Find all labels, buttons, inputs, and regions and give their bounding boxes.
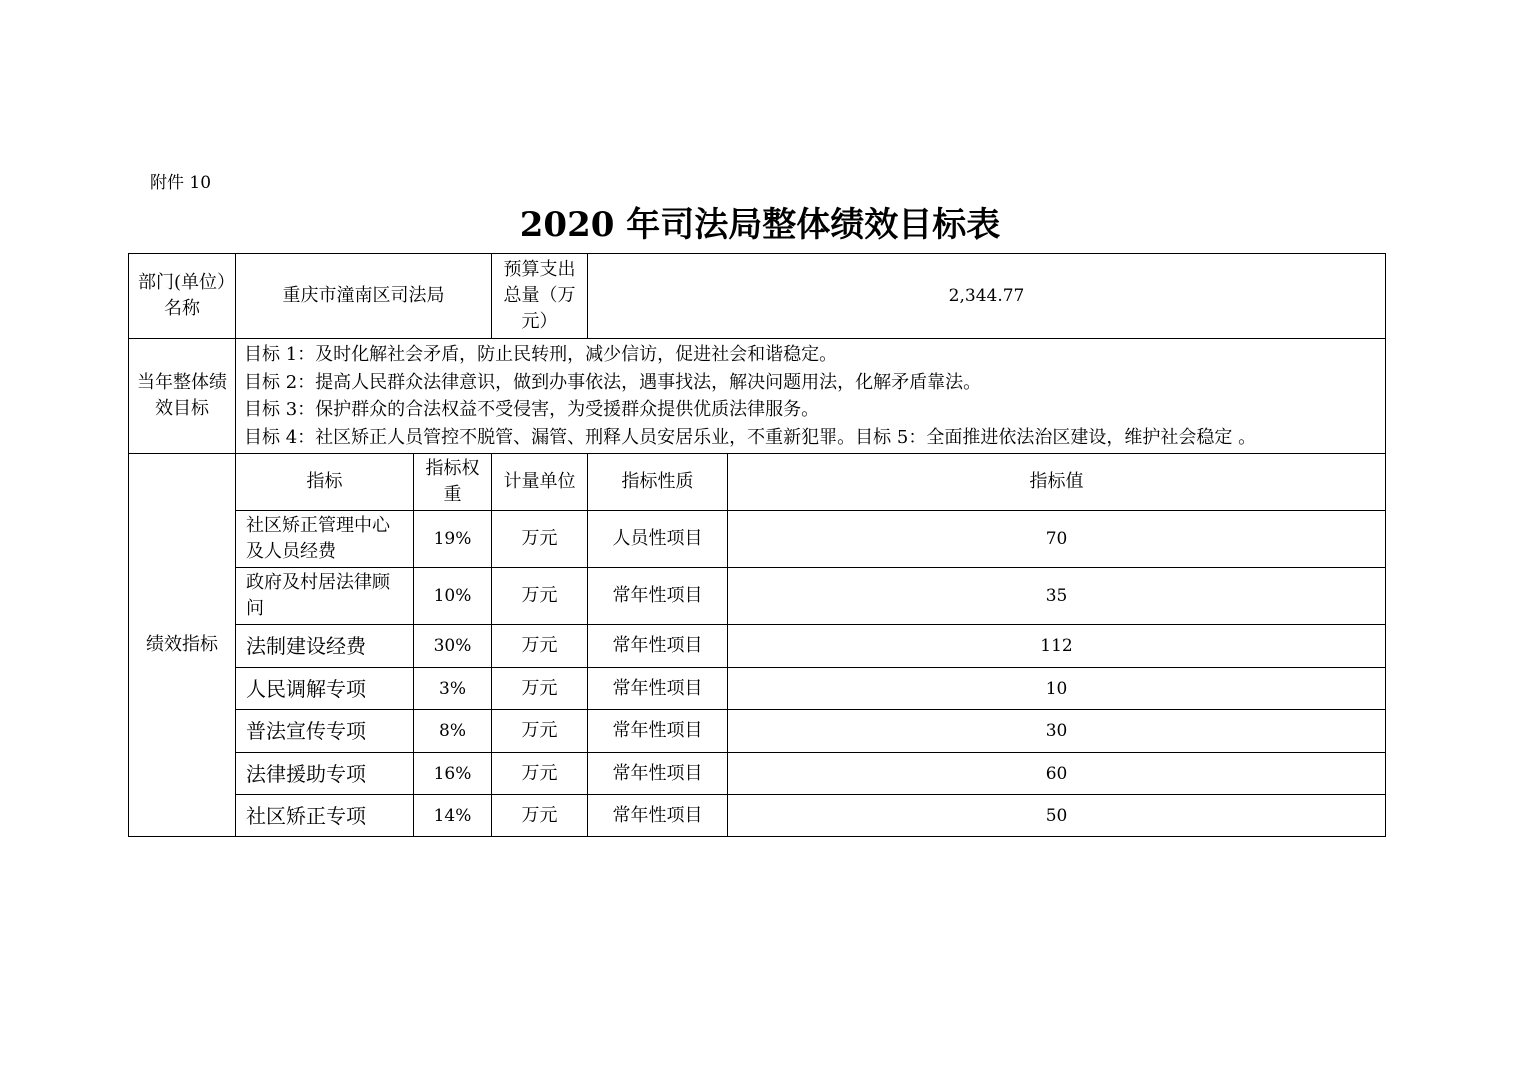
indicator-unit: 万元 [492, 568, 588, 625]
indicator-nature: 常年性项目 [588, 710, 728, 753]
indicator-unit: 万元 [492, 668, 588, 710]
col-header-value: 指标值 [728, 454, 1386, 511]
indicator-value: 112 [728, 625, 1386, 668]
indicator-name: 社区矫正管理中心及人员经费 [236, 511, 414, 568]
indicator-value: 50 [728, 795, 1386, 837]
dept-label: 部门(单位）名称 [129, 254, 236, 339]
budget-label: 预算支出总量（万元） [492, 254, 588, 339]
indicator-weight: 8% [414, 710, 492, 753]
page-title: 2020 年司法局整体绩效目标表 [519, 205, 1001, 245]
indicator-weight: 30% [414, 625, 492, 668]
goal-line: 目标 2：提高人民群众法律意识，做到办事依法，遇事找法，解决问题用法，化解矛盾靠法。 [244, 371, 982, 393]
goal-line: 目标 3：保护群众的合法权益不受侵害，为受援群众提供优质法律服务。 [244, 399, 820, 420]
indicator-weight: 3% [414, 668, 492, 710]
performance-table [128, 253, 1386, 837]
indicator-unit: 万元 [492, 753, 588, 795]
indicator-name: 法制建设经费 [236, 625, 414, 668]
indicator-header-row [129, 454, 1386, 511]
indicator-unit: 万元 [492, 710, 588, 753]
indicator-nature: 常年性项目 [588, 753, 728, 795]
indicator-nature: 人员性项目 [588, 511, 728, 568]
indicator-name: 人民调解专项 [236, 668, 414, 710]
indicator-unit: 万元 [492, 511, 588, 568]
table-row [129, 795, 1386, 837]
table-row [129, 568, 1386, 625]
indicator-weight: 16% [414, 753, 492, 795]
dept-value: 重庆市潼南区司法局 [236, 254, 492, 339]
indicator-value: 35 [728, 568, 1386, 625]
table-row [129, 511, 1386, 568]
table-row [129, 625, 1386, 668]
indicator-name: 政府及村居法律顾问 [236, 568, 414, 625]
indicator-weight: 14% [414, 795, 492, 837]
indicator-nature: 常年性项目 [588, 795, 728, 837]
indicator-value: 70 [728, 511, 1386, 568]
indicator-weight: 19% [414, 511, 492, 568]
indicator-value: 60 [728, 753, 1386, 795]
indicator-nature: 常年性项目 [588, 568, 728, 625]
attachment-label: 附件 10 [150, 173, 212, 193]
goals-text [236, 339, 1386, 454]
indicator-weight: 10% [414, 568, 492, 625]
table-row [129, 710, 1386, 753]
goal-line: 目标 1：及时化解社会矛盾，防止民转刑，减少信访，促进社会和谐稳定。 [244, 344, 838, 365]
indicator-value: 30 [728, 710, 1386, 753]
indicator-value: 10 [728, 668, 1386, 710]
indicator-name: 社区矫正专项 [236, 795, 414, 837]
indicator-unit: 万元 [492, 795, 588, 837]
indicator-unit: 万元 [492, 625, 588, 668]
col-header-name: 指标 [236, 454, 414, 511]
goals-row [129, 339, 1386, 454]
indicator-nature: 常年性项目 [588, 625, 728, 668]
col-header-weight: 指标权重 [414, 454, 492, 511]
indicator-nature: 常年性项目 [588, 668, 728, 710]
goals-label: 当年整体绩效目标 [129, 339, 236, 454]
indicator-name: 法律援助专项 [236, 753, 414, 795]
dept-row [129, 254, 1386, 339]
table-row [129, 753, 1386, 795]
indicator-name: 普法宣传专项 [236, 710, 414, 753]
goal-line: 目标 4：社区矫正人员管控不脱管、漏管、刑释人员安居乐业，不重新犯罪。目标 5：全面推进依法治区建设，维护社会稳定 。 [244, 426, 1257, 448]
table-row [129, 668, 1386, 710]
col-header-nature: 指标性质 [588, 454, 728, 511]
indicators-section-label: 绩效指标 [129, 454, 236, 837]
col-header-unit: 计量单位 [492, 454, 588, 511]
budget-value: 2,344.77 [588, 254, 1386, 339]
